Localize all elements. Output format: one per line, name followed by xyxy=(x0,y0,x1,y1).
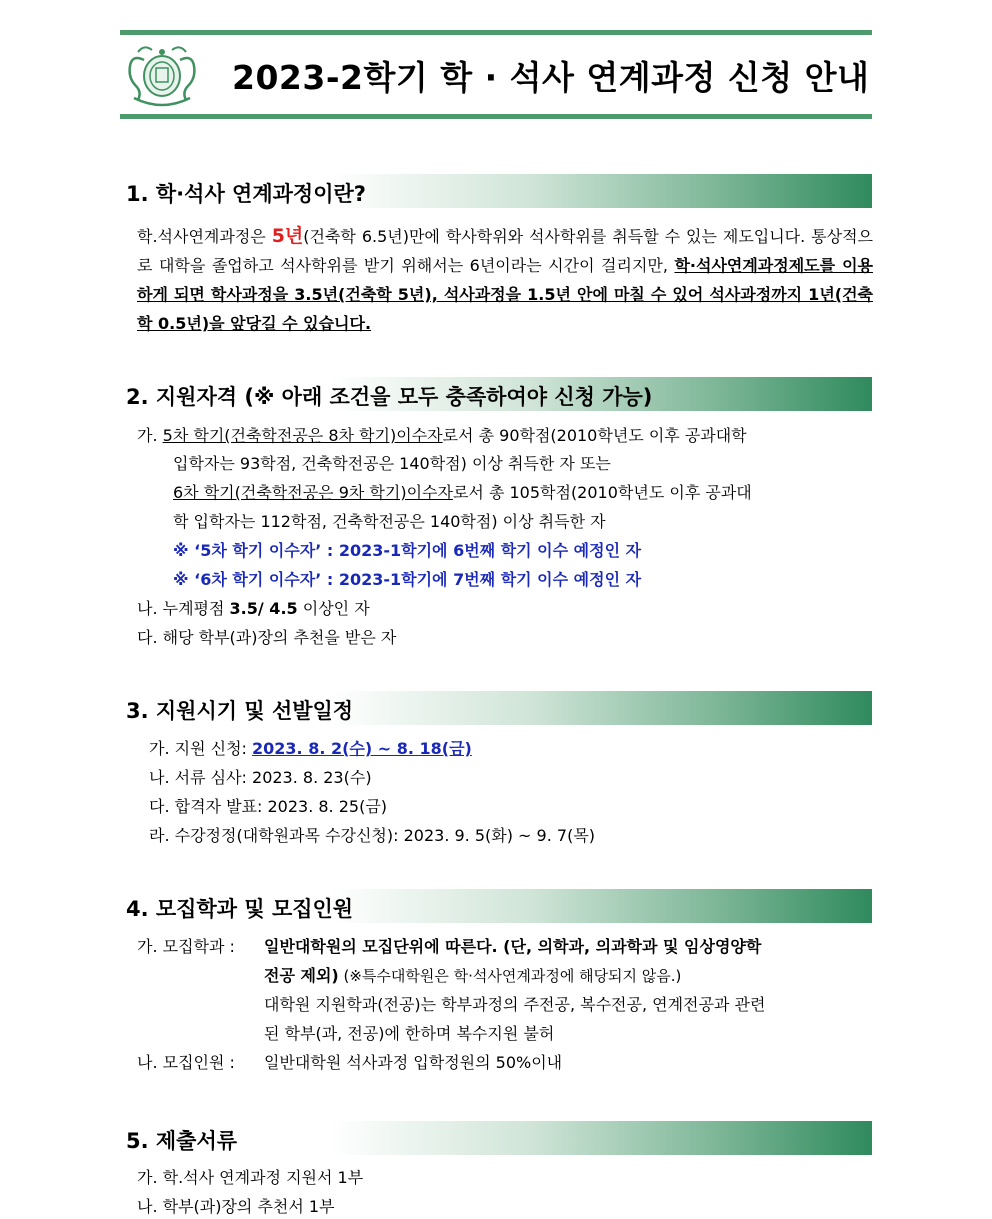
recruit-dept-line-1: 일반대학원의 모집단위에 따른다. (단, 의학과, 의과학과 및 임상영양학 xyxy=(264,937,762,956)
section-1-heading-text: 1. 학·석사 연계과정이란? xyxy=(126,182,366,206)
section-4-heading xyxy=(120,889,872,923)
recruit-dept-exclusion: 전공 제외) xyxy=(264,966,339,985)
gpa-value: 3.5/ 4.5 xyxy=(229,599,298,618)
schedule-application xyxy=(149,738,472,760)
application-period: 2023. 8. 2(수) ~ 8. 18(금) xyxy=(252,739,472,758)
document-title: 2023-2학기 학 · 석사 연계과정 신청 안내 xyxy=(232,58,870,97)
eligibility-na-rest: 이상인 자 xyxy=(297,599,370,618)
recruit-dept-line-4: 된 학부(과, 전공)에 한하며 복수지원 불허 xyxy=(264,1024,555,1043)
title-block xyxy=(120,30,872,120)
schedule-course-correction: 라. 수강정정(대학원과목 수강신청): 2023. 9. 5(화) ~ 9. 7(목) xyxy=(149,826,596,845)
recruit-count-label: 나. 모집인원 : xyxy=(137,1053,235,1072)
section-3-heading-text: 3. 지원시기 및 선발일정 xyxy=(126,699,354,723)
eligibility-item-ga-line-1 xyxy=(137,425,747,447)
schedule-document-review: 나. 서류 심사: 2023. 8. 23(수) xyxy=(149,768,372,787)
section-5-heading-text: 5. 제출서류 xyxy=(126,1129,238,1153)
item-marker-ga: 가. xyxy=(137,426,163,445)
intro-text-middle: (건축학 6.5년)만에 학사학위와 석사학위를 취득할 수 있는 제도입니다. 통상적으로 대학을 졸업하고 석사학위를 받기 위해서는 6년이라는 시간이 걸리지만, xyxy=(137,227,873,275)
section-4-heading-text: 4. 모집학과 및 모집인원 xyxy=(126,897,354,921)
eligibility-item-ga-line-3 xyxy=(173,482,752,504)
section-3-heading xyxy=(120,691,872,725)
document-item-application: 가. 학.석사 연계과정 지원서 1부 xyxy=(137,1168,364,1187)
sixth-semester-underline: 6차 학기(건축학전공은 9차 학기)이수자 xyxy=(173,483,453,502)
fifth-semester-underline: 5차 학기(건축학전공은 8차 학기)이수자 xyxy=(162,426,443,445)
section-5-heading xyxy=(120,1121,872,1155)
document-item-recommendation: 나. 학부(과)장의 추천서 1부 xyxy=(137,1197,335,1216)
eligibility-item-na xyxy=(137,598,370,620)
eligibility-note-1: ※ ‘5차 학기 이수자’ : 2023-1학기에 6번째 학기 이수 예정인 자 xyxy=(173,541,642,560)
intro-emphasis: 학·석사연계과정제도를 이용하게 되면 학사과정을 3.5년(건축학 5년), 석사과정을 1.5년 안에 마칠 수 있어 석사과정까지 1년(건축학 0.5년)을 앞당길 수 있습니다. xyxy=(137,256,873,333)
recruit-dept-line-2 xyxy=(264,965,681,987)
eligibility-na-label: 나. 누계평점 xyxy=(137,599,230,618)
section-2-heading-text: 2. 지원자격 (※ 아래 조건을 모두 충족하여야 신청 가능) xyxy=(126,385,653,409)
title-rule-top xyxy=(120,30,872,35)
eligibility-ga-rest-3: 로서 총 105학점(2010학년도 이후 공과대 xyxy=(452,483,752,502)
eligibility-ga-rest-1: 로서 총 90학점(2010학년도 이후 공과대학 xyxy=(442,426,747,445)
recruit-count-text: 일반대학원 석사과정 입학정원의 50%이내 xyxy=(264,1053,563,1072)
recruit-dept-line-3: 대학원 지원학과(전공)는 학부과정의 주전공, 복수전공, 연계전공과 관련 xyxy=(264,995,766,1014)
section-1-heading xyxy=(120,174,872,208)
eligibility-item-da: 다. 해당 학부(과)장의 추천을 받은 자 xyxy=(137,628,397,647)
university-emblem-icon xyxy=(124,40,200,110)
intro-text-start: 학.석사연계과정은 xyxy=(137,227,272,246)
schedule-application-label: 가. 지원 신청: xyxy=(149,739,253,758)
eligibility-note-2: ※ ‘6차 학기 이수자’ : 2023-1학기에 7번째 학기 이수 예정인 자 xyxy=(173,570,642,589)
eligibility-item-ga-line-2: 입학자는 93학점, 건축학전공은 140학점) 이상 취득한 자 또는 xyxy=(173,454,611,473)
intro-highlight-years: 5년 xyxy=(271,225,304,247)
eligibility-item-ga-line-4: 학 입학자는 112학점, 건축학전공은 140학점) 이상 취득한 자 xyxy=(173,512,606,531)
recruit-dept-note: (※특수대학원은 학·석사연계과정에 해당되지 않음.) xyxy=(338,967,682,985)
section-1-paragraph xyxy=(137,222,873,338)
recruit-dept-label: 가. 모집학과 : xyxy=(137,937,235,956)
schedule-announcement: 다. 합격자 발표: 2023. 8. 25(금) xyxy=(149,797,388,816)
section-2-heading xyxy=(120,377,872,411)
title-rule-bottom xyxy=(120,114,872,119)
